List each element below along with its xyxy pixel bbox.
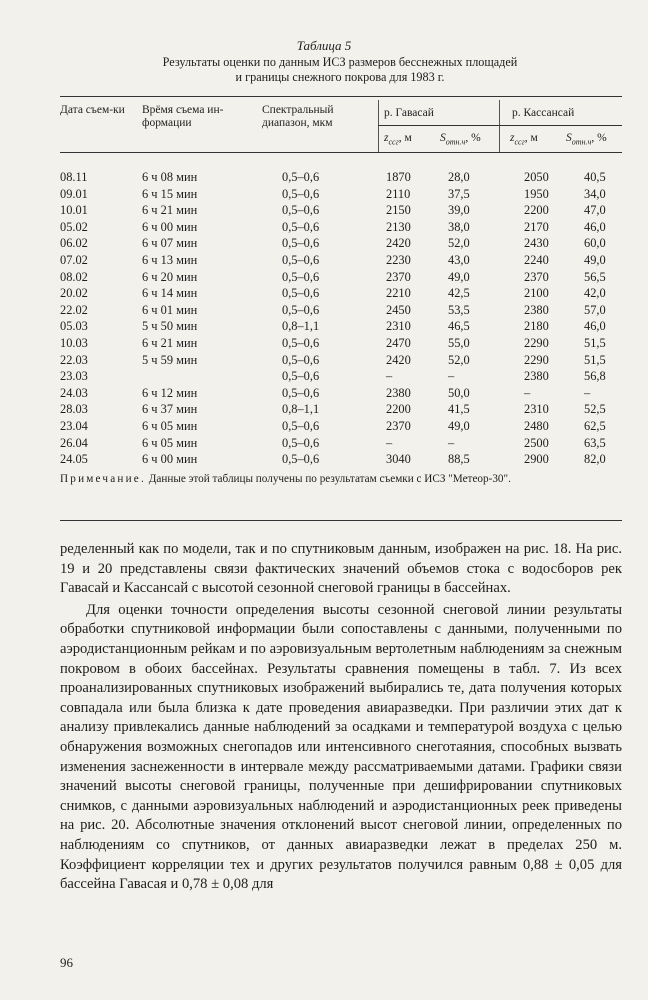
paragraph: ределенный как по модели, так и по спутниковым данным, изображен на рис. 18. На рис. 19 и 20 представлены связи фактических значений объемов стока с водосборов рек Гавасай и Кассансай с высотой сезонной снеговой границы в бассейнах.: [60, 541, 622, 597]
paragraph: Для оценки точности определения высоты сезонной снеговой линии результаты обработки спутниковой информации были сопоставлены с данными, полученными по аэродистанционным рейкам и по аэровизуальным вертолетным наблюдениям за снежным покровом в обоих бассейнах. Результаты сравнения помещены в табл. 7. Из всех проанализированных спутниковых изображений выбирались те, дата получения которых совпадала или была близка к дате проведения авиаразведки. При различии этих дат к анализу привлекались данные наблюдений за осадками и температурой воздуха с целью обнаружения возможных снегопадов или интенсивного снеготаяния, способных вызвать изменения заснеженности в интервале между рассматриваемыми датами. Графики связи значений высоты снеговой границы, полученные при дешифрировании спутниковых снимков, с данными аэровизуальных наблюдений и аэродистанционных реек приведены на рис. 20. Абсолютные значения отклонений высот снеговой линии, определенных по наблюдениям со спутников, от данных авиаразведки лежат в пределах 250 м. Коэффициент корреляции тех и других результатов получился равным 0,88 ± 0,05 для бассейна Гавасая и 0,78 ± 0,08 для: [60, 601, 622, 893]
cell-z-kassansai: 2180: [524, 319, 549, 334]
header-time: Врёмя съема ин-формации: [142, 104, 224, 129]
subheader-s-kassansai: $S_{отн.ч}$, %: [566, 132, 607, 147]
cell-z-kassansai: 2290: [524, 352, 549, 367]
table-top-rule: [60, 96, 622, 97]
cell-time: 6 ч 15 мин: [142, 186, 198, 201]
cell-time: 6 ч 05 мин: [142, 419, 198, 433]
cell-z-gavasai: 2110: [386, 186, 411, 201]
cell-date: 07.02: [60, 253, 88, 267]
table-row: [60, 386, 622, 403]
cell-time: 6 ч 21 мин: [142, 336, 198, 350]
cell-time: 6 ч 08 мин: [142, 170, 198, 184]
cell-s-kassansai: 56,8: [584, 369, 606, 384]
cell-spectral: 0,8–1,1: [282, 319, 320, 334]
cell-z-gavasai: 2130: [386, 219, 411, 234]
cell-s-gavasai: 55,0: [448, 336, 470, 350]
cell-z-kassansai: 2310: [524, 402, 549, 417]
cell-s-gavasai: 50,0: [448, 385, 470, 400]
cell-z-kassansai: 2380: [524, 302, 549, 317]
cell-time: 6 ч 37 мин: [142, 402, 198, 417]
table-row: [60, 286, 622, 303]
header-river-kassansai: р. Кассансай: [512, 107, 575, 119]
table-row: [60, 319, 622, 336]
cell-z-kassansai: 2480: [524, 419, 549, 433]
cell-z-kassansai: 2290: [524, 336, 549, 350]
table-row: [60, 203, 622, 220]
cell-s-gavasai: 88,5: [448, 452, 470, 467]
cell-time: 6 ч 07 мин: [142, 236, 198, 251]
cell-date: 23.03: [60, 369, 88, 384]
cell-spectral: 0,5–0,6: [282, 269, 320, 284]
cell-s-gavasai: 52,0: [448, 352, 470, 367]
table-title-line-2: и границы снежного покрова для 1983 г.: [235, 70, 445, 84]
cell-spectral: 0,5–0,6: [282, 385, 320, 400]
cell-date: 23.04: [60, 419, 88, 433]
cell-date: 26.04: [60, 435, 88, 450]
cell-spectral: 0,5–0,6: [282, 186, 320, 201]
cell-date: 05.03: [60, 319, 88, 334]
cell-date: 08.11: [60, 170, 88, 184]
cell-spectral: 0,5–0,6: [282, 336, 320, 350]
table-row: [60, 402, 622, 419]
cell-z-gavasai: 2420: [386, 236, 411, 251]
header-spectral: Спектральный диапазон, мкм: [262, 104, 334, 129]
header-date: Дата съем-ки: [60, 104, 125, 116]
cell-z-gavasai: 2230: [386, 253, 411, 267]
cell-time: 5 ч 50 мин: [142, 319, 198, 334]
cell-time: 5 ч 59 мин: [142, 352, 198, 367]
subheader-z-gavasai: $z_{сcг}$, м: [384, 132, 412, 147]
cell-spectral: 0,5–0,6: [282, 286, 320, 301]
table-row: [60, 253, 622, 270]
cell-s-kassansai: 46,0: [584, 219, 606, 234]
table-row: [60, 170, 622, 187]
cell-z-gavasai: 2310: [386, 319, 411, 334]
cell-s-gavasai: 28,0: [448, 170, 470, 184]
table-row: [60, 369, 622, 386]
header-subrule: [378, 125, 622, 126]
cell-time: 6 ч 13 мин: [142, 253, 198, 267]
table-title: [60, 55, 620, 85]
cell-z-gavasai: 2150: [386, 203, 411, 218]
cell-s-gavasai: 43,0: [448, 253, 470, 267]
table-row: [60, 236, 622, 253]
subheader-s-gavasai: $S_{отн.ч}$, %: [440, 132, 481, 147]
cell-date: 22.02: [60, 302, 88, 317]
cell-s-kassansai: 52,5: [584, 402, 606, 417]
table-row: [60, 220, 622, 237]
cell-s-kassansai: 56,5: [584, 269, 606, 284]
cell-s-gavasai: 49,0: [448, 419, 470, 433]
cell-z-kassansai: 2200: [524, 203, 549, 218]
cell-date: 09.01: [60, 186, 88, 201]
cell-time: 6 ч 00 мин: [142, 452, 198, 467]
cell-date: 24.03: [60, 385, 88, 400]
cell-z-gavasai: 2470: [386, 336, 411, 350]
cell-time: 6 ч 05 мин: [142, 435, 198, 450]
table-row: [60, 336, 622, 353]
table-row: [60, 436, 622, 453]
cell-z-gavasai: 2200: [386, 402, 411, 417]
cell-s-kassansai: 62,5: [584, 419, 606, 433]
cell-s-gavasai: 46,5: [448, 319, 470, 334]
cell-s-gavasai: 53,5: [448, 302, 470, 317]
cell-z-gavasai: 2210: [386, 286, 411, 301]
subheader-z-kassansai: $z_{сcг}$, м: [510, 132, 538, 147]
cell-spectral: 0,5–0,6: [282, 369, 320, 384]
cell-z-kassansai: 2380: [524, 369, 549, 384]
cell-spectral: 0,5–0,6: [282, 419, 320, 433]
cell-time: 6 ч 00 мин: [142, 219, 198, 234]
cell-time: 6 ч 01 мин: [142, 302, 198, 317]
cell-time: 6 ч 14 мин: [142, 286, 198, 301]
cell-s-kassansai: 42,0: [584, 286, 606, 301]
cell-z-gavasai: 1870: [386, 170, 411, 184]
table-bottom-rule: [60, 520, 622, 521]
cell-z-gavasai: –: [386, 369, 393, 384]
cell-spectral: 0,5–0,6: [282, 302, 320, 317]
note-text: Данные этой таблицы получены по результатам съемки с ИСЗ "Метеор-30".: [148, 473, 511, 485]
cell-date: 06.02: [60, 236, 88, 251]
cell-s-gavasai: 37,5: [448, 186, 470, 201]
cell-s-kassansai: 34,0: [584, 186, 606, 201]
table-row: [60, 353, 622, 370]
cell-s-kassansai: 47,0: [584, 203, 606, 218]
cell-s-kassansai: 82,0: [584, 452, 606, 467]
header-divider: [378, 100, 379, 152]
cell-spectral: 0,5–0,6: [282, 352, 320, 367]
cell-s-gavasai: 49,0: [448, 269, 470, 284]
cell-date: 22.03: [60, 352, 88, 367]
cell-spectral: 0,5–0,6: [282, 236, 320, 251]
header-bottom-rule: [60, 152, 622, 153]
table-row: [60, 419, 622, 436]
cell-s-gavasai: 38,0: [448, 219, 470, 234]
header-divider: [499, 100, 500, 152]
cell-s-gavasai: –: [448, 435, 455, 450]
cell-spectral: 0,5–0,6: [282, 219, 320, 234]
cell-spectral: 0,5–0,6: [282, 203, 320, 218]
note-label: Примечание.: [60, 473, 146, 485]
body-text: [60, 540, 622, 895]
cell-s-gavasai: 39,0: [448, 203, 470, 218]
cell-spectral: 0,5–0,6: [282, 435, 320, 450]
cell-s-kassansai: 57,0: [584, 302, 606, 317]
cell-z-gavasai: 2370: [386, 419, 411, 433]
cell-s-kassansai: 51,5: [584, 336, 606, 350]
cell-s-gavasai: 42,5: [448, 286, 470, 301]
cell-z-kassansai: 2100: [524, 286, 549, 301]
cell-date: 20.02: [60, 286, 88, 301]
page-number: 96: [60, 955, 73, 970]
cell-z-kassansai: 2370: [524, 269, 549, 284]
cell-spectral: 0,5–0,6: [282, 170, 320, 184]
cell-spectral: 0,5–0,6: [282, 452, 320, 467]
cell-date: 24.05: [60, 452, 88, 467]
table-note: [60, 472, 622, 487]
cell-s-gavasai: 52,0: [448, 236, 470, 251]
cell-s-gavasai: –: [448, 369, 455, 384]
cell-z-kassansai: 2170: [524, 219, 549, 234]
cell-s-kassansai: 51,5: [584, 352, 606, 367]
cell-spectral: 0,5–0,6: [282, 253, 320, 267]
cell-z-gavasai: 2380: [386, 385, 411, 400]
cell-s-kassansai: –: [584, 385, 591, 400]
cell-s-gavasai: 41,5: [448, 402, 470, 417]
cell-z-gavasai: 2450: [386, 302, 411, 317]
cell-s-kassansai: 49,0: [584, 253, 606, 267]
table-row: [60, 187, 622, 204]
cell-date: 08.02: [60, 269, 88, 284]
cell-z-gavasai: 3040: [386, 452, 411, 467]
cell-s-kassansai: 63,5: [584, 435, 606, 450]
cell-s-kassansai: 40,5: [584, 170, 606, 184]
cell-date: 10.03: [60, 336, 88, 350]
cell-time: 6 ч 12 мин: [142, 385, 198, 400]
header-river-gavasai: р. Гавасай: [384, 107, 434, 119]
cell-date: 05.02: [60, 219, 88, 234]
cell-spectral: 0,8–1,1: [282, 402, 320, 417]
cell-z-kassansai: 2900: [524, 452, 549, 467]
table-row: [60, 452, 622, 469]
cell-s-kassansai: 46,0: [584, 319, 606, 334]
cell-z-kassansai: 2430: [524, 236, 549, 251]
cell-time: 6 ч 20 мин: [142, 269, 198, 284]
cell-z-kassansai: 1950: [524, 186, 549, 201]
table-caption: Таблица 5: [296, 38, 352, 53]
cell-time: 6 ч 21 мин: [142, 203, 198, 218]
cell-z-kassansai: 2050: [524, 170, 549, 184]
cell-z-gavasai: 2420: [386, 352, 411, 367]
cell-z-gavasai: –: [386, 435, 393, 450]
table-row: [60, 270, 622, 287]
cell-s-kassansai: 60,0: [584, 236, 606, 251]
cell-date: 10.01: [60, 203, 88, 218]
table-row: [60, 303, 622, 320]
table-title-line-1: Результаты оценки по данным ИСЗ размеров бесснежных площадей: [162, 55, 518, 69]
cell-z-kassansai: –: [524, 385, 531, 400]
cell-z-kassansai: 2240: [524, 253, 549, 267]
cell-z-gavasai: 2370: [386, 269, 411, 284]
cell-date: 28.03: [60, 402, 88, 417]
cell-z-kassansai: 2500: [524, 435, 549, 450]
